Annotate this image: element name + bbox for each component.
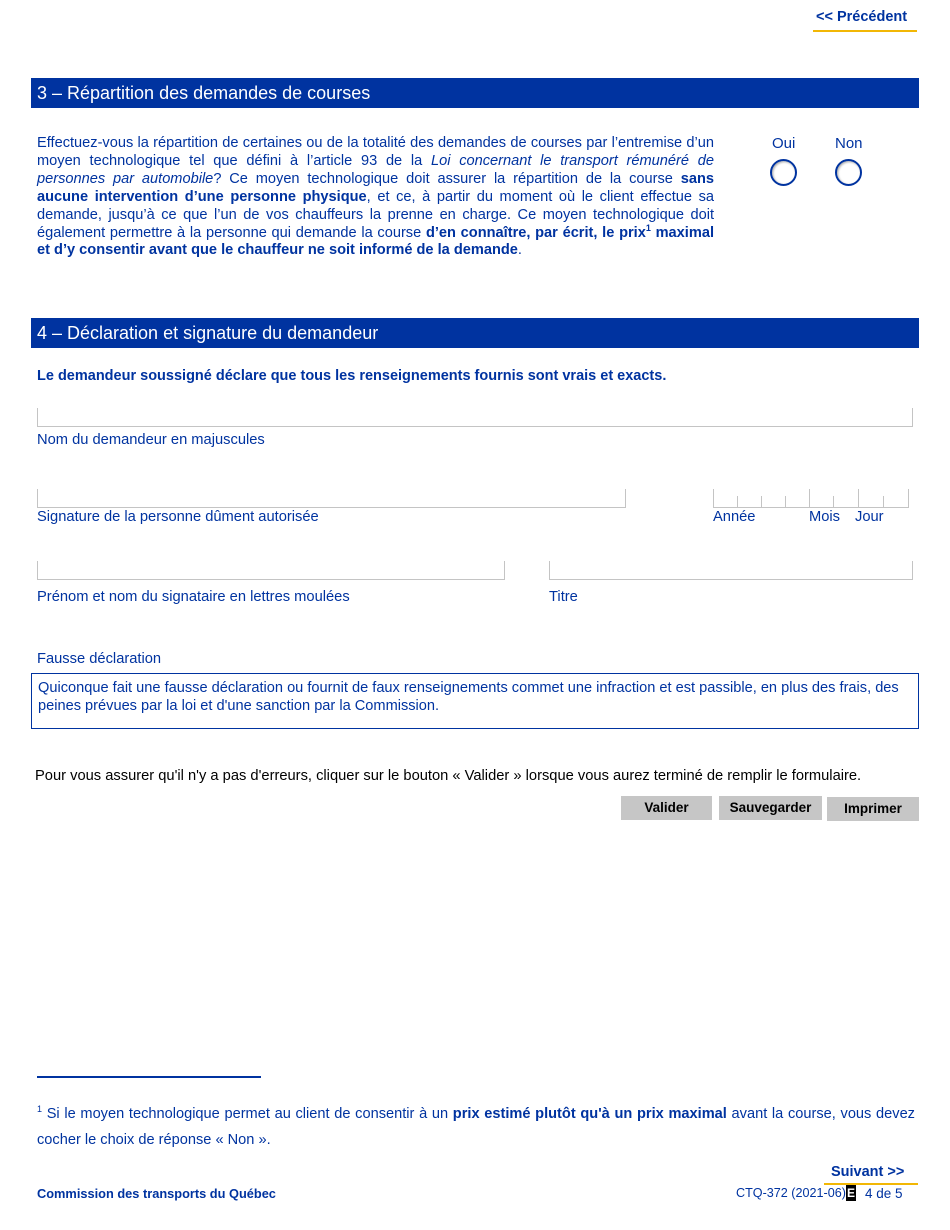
applicant-name-input[interactable] — [37, 408, 913, 427]
section-3-header — [31, 78, 919, 108]
question-emphasis: sans aucune intervention d’une personne physique — [37, 170, 715, 205]
signatory-name-label: Prénom et nom du signataire en lettres moulées — [37, 589, 350, 605]
option-no-label: Non — [835, 135, 863, 152]
footnote — [37, 1101, 915, 1153]
declaration-statement: Le demandeur soussigné déclare que tous les renseignements fournis sont vrais et exacts. — [37, 368, 667, 384]
save-button[interactable]: Sauvegarder — [719, 796, 822, 820]
validate-button[interactable]: Valider — [621, 796, 712, 820]
law-title: Loi concernant le transport rémunéré de personnes par automobile — [37, 152, 714, 187]
footer-organization: Commission des transports du Québec — [37, 1186, 276, 1201]
signatory-name-input[interactable] — [37, 561, 505, 580]
footnote-text-part: Si le moyen technologique permet au client de consentir à un — [42, 1106, 453, 1122]
footnote-separator — [37, 1076, 261, 1078]
footnote-number: 1 — [37, 1104, 43, 1114]
date-divider — [858, 489, 859, 508]
date-input[interactable] — [713, 489, 909, 508]
date-tick — [737, 496, 738, 508]
signature-label: Signature de la personne dûment autorisée — [37, 509, 319, 525]
option-yes-label: Oui — [772, 135, 796, 152]
date-tick — [785, 496, 786, 508]
option-yes-radio[interactable] — [770, 159, 797, 186]
form-code: CTQ-372 (2021-06) — [736, 1186, 846, 1200]
question-text-part: Effectuez-vous la répartition de certaines ou de la totalité des demandes de courses par l’entremise d’un moyen technologique tel que défini à l’article 93 de la — [37, 135, 714, 169]
section-3-title: 3 – Répartition des demandes de courses — [37, 83, 371, 103]
section-4-title: 4 – Déclaration et signature du demandeur — [37, 323, 379, 343]
previous-link[interactable]: << Précédent — [816, 9, 908, 25]
year-label: Année — [713, 509, 756, 525]
signature-input[interactable] — [37, 489, 626, 508]
question-emphasis: d’en connaître, par écrit, le prix — [425, 224, 646, 241]
false-declaration-text: Quiconque fait une fausse déclaration ou fournit de faux renseignements commet une infraction et est passible, en plus des frais, des peines prévues par la loi et d'une sanction par la Commission. — [38, 680, 899, 714]
footnote-emphasis: prix estimé plutôt qu'à un prix maximal — [452, 1106, 727, 1122]
date-input-baseline — [713, 507, 909, 508]
question-text-part: , et ce, à partir du moment où le client effectue sa demande, jusqu’à ce que l’un de vos chauffeurs la prenne en charge. Ce moyen technologique doit également permettre à la personne qui demande la course — [37, 188, 714, 241]
date-divider — [713, 489, 714, 508]
title-input[interactable] — [549, 561, 913, 580]
page-number: 4 de 5 — [865, 1186, 903, 1201]
next-underline — [824, 1183, 918, 1185]
question-emphasis: maximal et d’y consentir avant que le chauffeur ne soit informé de la demande — [37, 224, 714, 259]
question-text-part: ? Ce moyen technologique doit assurer la répartition de la course — [213, 170, 681, 187]
day-label: Jour — [855, 509, 884, 525]
option-no-radio[interactable] — [835, 159, 862, 186]
title-label: Titre — [549, 589, 578, 605]
section-4-header — [31, 318, 919, 348]
previous-underline — [813, 30, 917, 32]
date-tick — [833, 496, 834, 508]
print-button[interactable]: Imprimer — [827, 797, 919, 821]
date-tick — [883, 496, 884, 508]
date-tick — [761, 496, 762, 508]
date-divider — [809, 489, 810, 508]
dispatch-question — [37, 135, 714, 260]
applicant-name-label: Nom du demandeur en majuscules — [37, 432, 265, 448]
validation-instruction: Pour vous assurer qu'il n'y a pas d'erreurs, cliquer sur le bouton « Valider » lorsque vous aurez terminé de remplir le formulaire. — [35, 768, 862, 784]
false-declaration-notice — [31, 673, 919, 729]
false-declaration-heading: Fausse déclaration — [37, 651, 162, 667]
footnote-text-part: avant la course, vous devez cocher le choix de réponse « Non ». — [37, 1106, 915, 1148]
question-text-part: . — [517, 242, 522, 259]
month-label: Mois — [809, 509, 841, 525]
next-link[interactable]: Suivant >> — [831, 1164, 905, 1180]
edition-mark: E — [846, 1186, 855, 1200]
date-divider — [908, 489, 909, 508]
footnote-reference: 1 — [645, 222, 651, 233]
